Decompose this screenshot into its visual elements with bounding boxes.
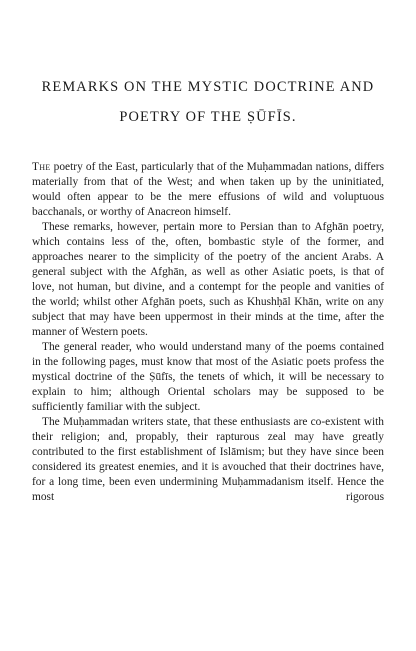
body-text: [32, 160, 384, 505]
chapter-title-line-1: REMARKS ON THE MYSTIC DOCTRINE AND: [41, 79, 375, 95]
paragraph-1-text: poetry of the East, particularly that of the Muḥammadan nations, differs materially from that of the West; and when taken up by the uninitiated, would often appear to be the mere effusions of wild and voluptuous bacchanals, or worthy of Anacreon himself.: [32, 161, 384, 218]
paragraph-1: [32, 160, 384, 220]
paragraph-4: The Muḥammadan writers state, that these enthusiasts are co-existent with their religion; and, propably, their rapturous zeal may have greatly contributed to the first establishment of Islāmism; but they have since been considered its greatest enemies, and it is avouched that their doctrines have, for a long time, been even undermining Muḥammadanism itself. Hence the most rigorous: [32, 416, 384, 503]
paragraph-3: The general reader, who would understand many of the poems contained in the following pages, must know that most of the Asiatic poets profess the mystical doctrine of the Ṣūfīs, the tenets of which, it will be necessary to explain to him; although Oriental scholars may be supposed to be sufficiently familiar with the subject.: [32, 341, 384, 413]
opening-word: The: [32, 161, 51, 173]
chapter-title-line-2: POETRY OF THE ṢŪFĪS.: [119, 109, 297, 125]
paragraph-2: These remarks, however, pertain more to Persian than to Afghān poetry, which contains less of the, often, bombastic style of the former, and approaches nearer to the simplicity of the poetry of the ancient Arabs. A general subject with the Afghān, as well as other Asiatic poets, is that of love, not human, but divine, and a contempt for the people and vanities of the world; whilst other Afghān poets, such as Khushḥāl Khān, write on any subject that may have been uppermost in their minds at the time, after the manner of Western poets.: [32, 221, 384, 338]
